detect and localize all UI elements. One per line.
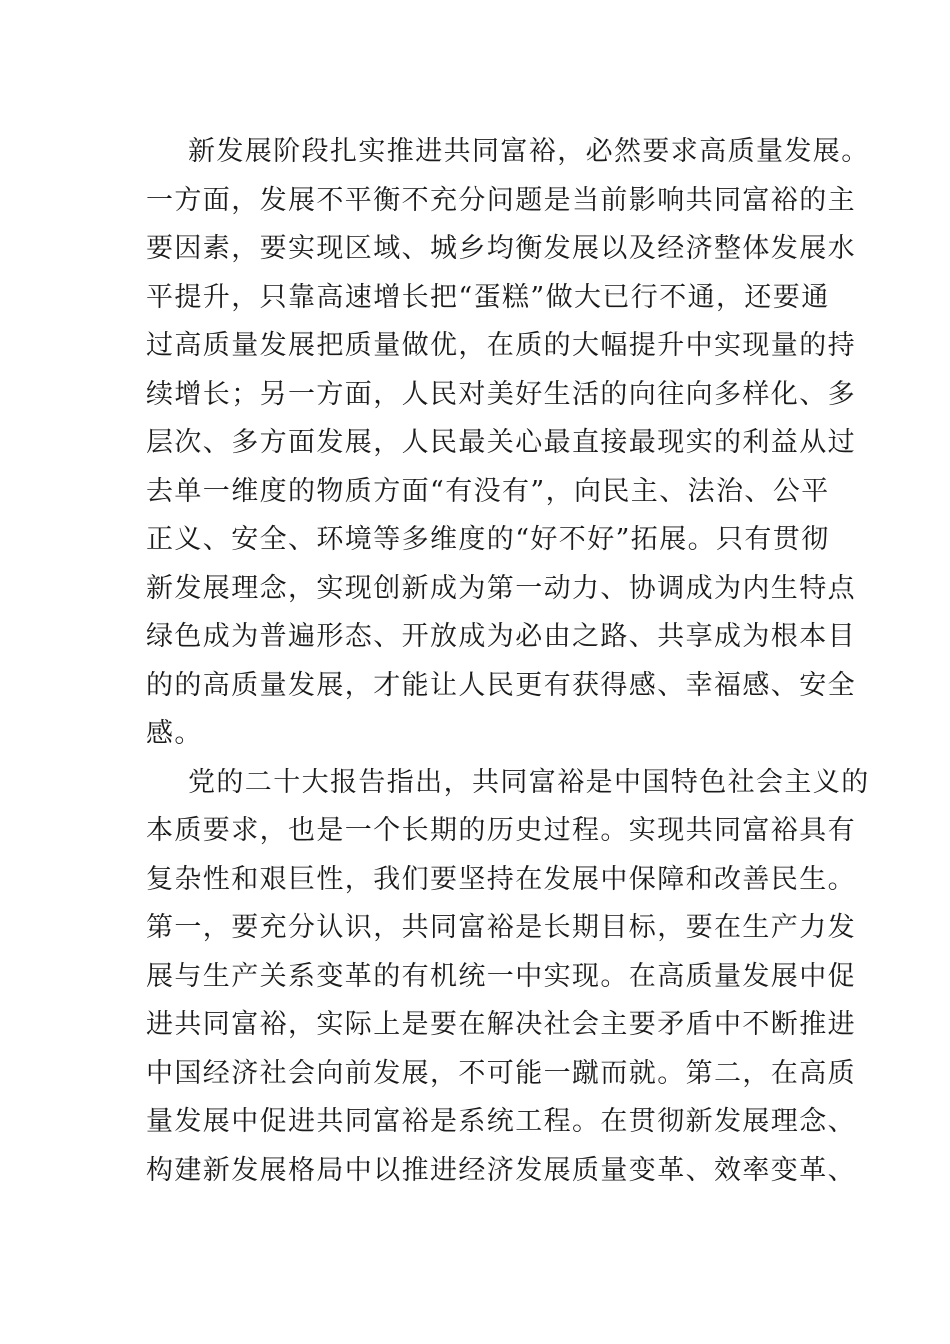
document-body bbox=[146, 128, 870, 1195]
text-line: 要因素，要实现区域、城乡均衡发展以及经济整体发展水 bbox=[146, 233, 856, 264]
text-line: 新发展阶段扎实推进共同富裕，必然要求高质量发展。 bbox=[188, 136, 870, 167]
text-line: 量发展中促进共同富裕是系统工程。在贯彻新发展理念、 bbox=[146, 1106, 856, 1137]
text-line: 过高质量发展把质量做优，在质的大幅提升中实现量的持 bbox=[146, 330, 856, 361]
text-line: 的的高质量发展，才能让人民更有获得感、幸福感、安全 bbox=[146, 669, 856, 701]
paragraph-1 bbox=[146, 128, 870, 759]
text-line: 构建新发展格局中以推进经济发展质量变革、效率变革、 bbox=[146, 1154, 856, 1186]
text-line: 复杂性和艰巨性，我们要坚持在发展中保障和改善民生。 bbox=[146, 863, 856, 895]
text-line: 去单一维度的物质方面“有没有”，向民主、法治、公平 bbox=[146, 475, 830, 507]
paragraph-2 bbox=[146, 759, 870, 1196]
text-line: 第一，要充分认识，共同富裕是长期目标，要在生产力发 bbox=[146, 912, 856, 943]
text-line: 新发展理念，实现创新成为第一动力、协调成为内生特点 bbox=[146, 572, 856, 604]
text-line: 党的二十大报告指出，共同富裕是中国特色社会主义的 bbox=[188, 766, 870, 798]
text-line: 进共同富裕，实际上是要在解决社会主要矛盾中不断推进 bbox=[146, 1009, 856, 1040]
text-line: 感。 bbox=[146, 718, 203, 749]
text-line: 层次、多方面发展，人民最关心最直接最现实的利益从过 bbox=[146, 427, 856, 458]
text-line: 展与生产关系变革的有机统一中实现。在高质量发展中促 bbox=[146, 960, 856, 992]
text-line: 绿色成为普遍形态、开放成为必由之路、共享成为根本目 bbox=[146, 621, 856, 652]
text-line: 续增长；另一方面，人民对美好生活的向往向多样化、多 bbox=[146, 378, 856, 410]
text-line: 本质要求，也是一个长期的历史过程。实现共同富裕具有 bbox=[146, 815, 856, 846]
text-line: 正义、安全、环境等多维度的“好不好”拓展。只有贯彻 bbox=[146, 524, 830, 555]
text-line: 中国经济社会向前发展，不可能一蹴而就。第二，在高质 bbox=[146, 1057, 856, 1089]
text-line: 平提升，只靠高速增长把“蛋糕”做大已行不通，还要通 bbox=[146, 281, 830, 313]
text-line: 一方面，发展不平衡不充分问题是当前影响共同富裕的主 bbox=[146, 184, 856, 216]
